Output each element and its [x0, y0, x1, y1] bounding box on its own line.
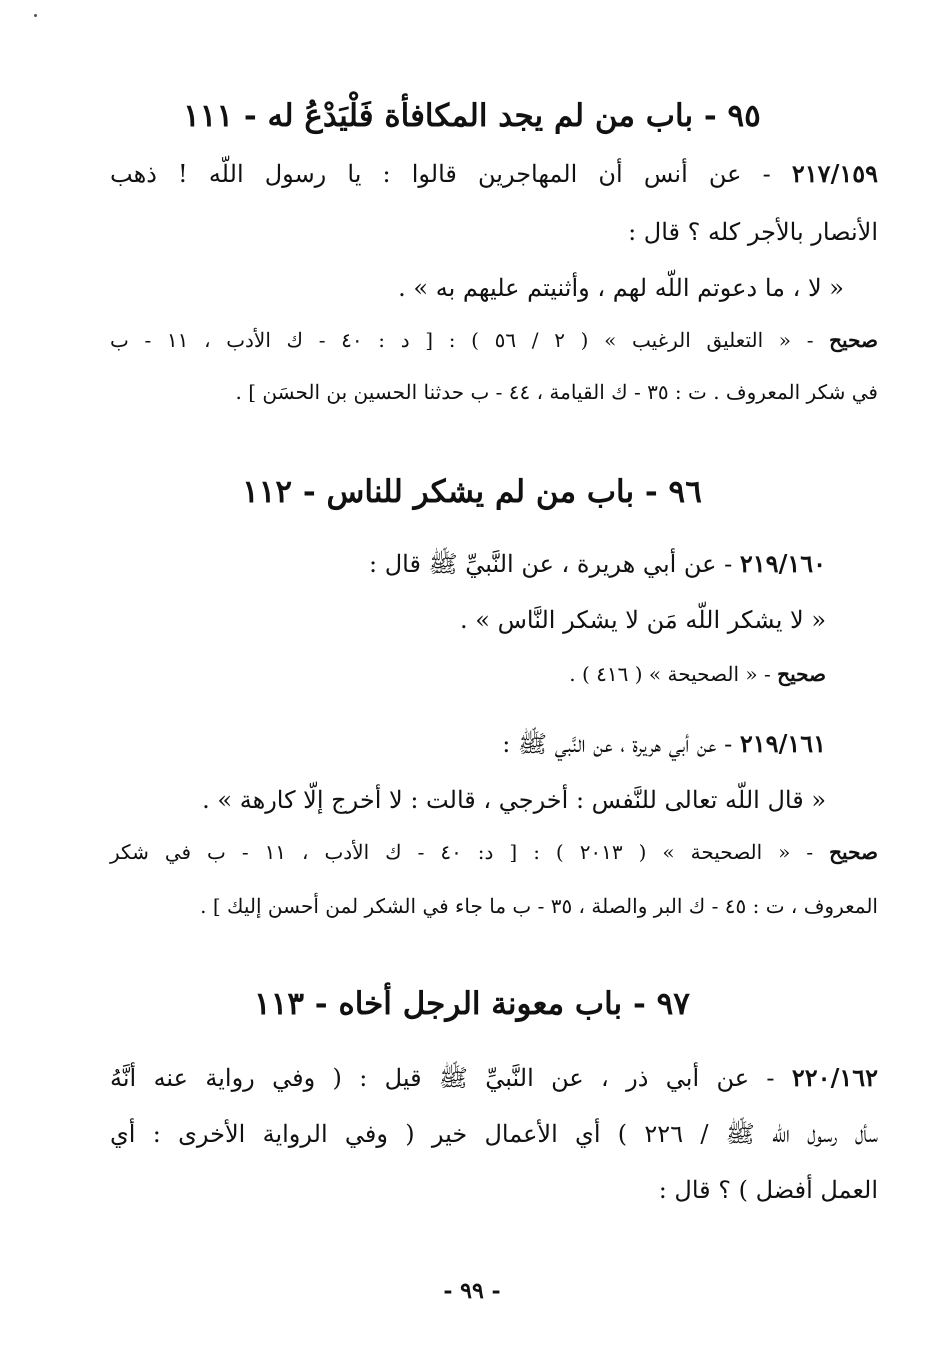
- hadith-162-line2: سأل رسول اللّه ﷺ / ٢٢٦ ) أي الأعمال خير ( وفي الرواية الأخرى : أي: [110, 1120, 878, 1148]
- hadith-160-intro: [110, 546, 826, 582]
- hadith-159-reference-cont: في شكر المعروف . ت : ٣٥ - ك القيامة ، ٤٤ - ب حدثنا الحسين بن الحسَن ] .: [235, 380, 878, 404]
- hadith-161-matn: « قال اللّه تعالى للنَّفس : أخرجي ، قالت : لا أخرج إلّا كارهة » .: [202, 786, 826, 814]
- hadith-text: - عن أبي هريرة ، عن النَّبي ﷺ :: [502, 730, 733, 758]
- hadith-number: ٢٢٠/١٦٢: [791, 1063, 878, 1092]
- hadith-number: ٢١٩/١٦١: [739, 729, 826, 758]
- reference-text: - « التعليق الرغيب » ( ٢ / ٥٦ ) : [ د : ٤٠ - ك الأدب ، ١١ - ب: [110, 328, 814, 352]
- hadith-text: - عن أنس أن المهاجرين قالوا : يا رسول اللّه ! ذهب: [110, 160, 771, 188]
- hadith-161-grading: [110, 834, 878, 870]
- hadith-number: ٢١٩/١٦٠: [739, 549, 826, 578]
- hadith-160-matn: « لا يشكر اللّه مَن لا يشكر النَّاس » .: [460, 606, 826, 634]
- hadith-161-reference-cont: المعروف ، ت : ٤٥ - ك البر والصلة ، ٣٥ - ب ما جاء في الشكر لمن أحسن إليك ] .: [200, 894, 878, 918]
- reference-text: - « الصحيحة » ( ٤١٦ ) .: [569, 662, 771, 686]
- chapter-heading-97: ٩٧ - باب معونة الرجل أخاه - ١١٣: [254, 986, 690, 1022]
- hadith-159-matn: « لا ، ما دعوتم اللّه لهم ، وأثنيتم عليهم به » .: [398, 274, 844, 302]
- grade-label: صحيح: [829, 328, 878, 352]
- page-number: - ٩٩ -: [443, 1278, 501, 1304]
- hadith-159-line2: الأنصار بالأجر كله ؟ قال :: [628, 218, 878, 246]
- hadith-161-intro: [110, 726, 826, 762]
- hadith-number: ٢١٧/١٥٩: [791, 159, 878, 188]
- hadith-text: - عن أبي هريرة ، عن النَّبيِّ ﷺ قال :: [369, 550, 733, 578]
- hadith-162-line3: العمل أفضل ) ؟ قال :: [658, 1176, 878, 1204]
- hadith-160-grading: [110, 656, 826, 692]
- chapter-heading-96: ٩٦ - باب من لم يشكر للناس - ١١٢: [242, 474, 702, 510]
- chapter-heading-95: ٩٥ - باب من لم يجد المكافأة فَلْيَدْعُ له - ١١١: [183, 98, 761, 134]
- hadith-159-grading: [110, 322, 878, 358]
- hadith-162-intro: [110, 1060, 878, 1096]
- reference-text: - « الصحيحة » ( ٢٠١٣ ) : [ د: ٤٠ - ك الأدب ، ١١ - ب في شكر: [110, 840, 814, 864]
- grade-label: صحيح: [829, 840, 878, 864]
- hadith-159-intro: [110, 156, 878, 192]
- hadith-text: - عن أبي ذر ، عن النَّبيِّ ﷺ قيل : ( وفي رواية عنه أنَّهُ: [110, 1064, 775, 1092]
- scan-speck: [34, 14, 37, 17]
- grade-label: صحيح: [777, 662, 826, 686]
